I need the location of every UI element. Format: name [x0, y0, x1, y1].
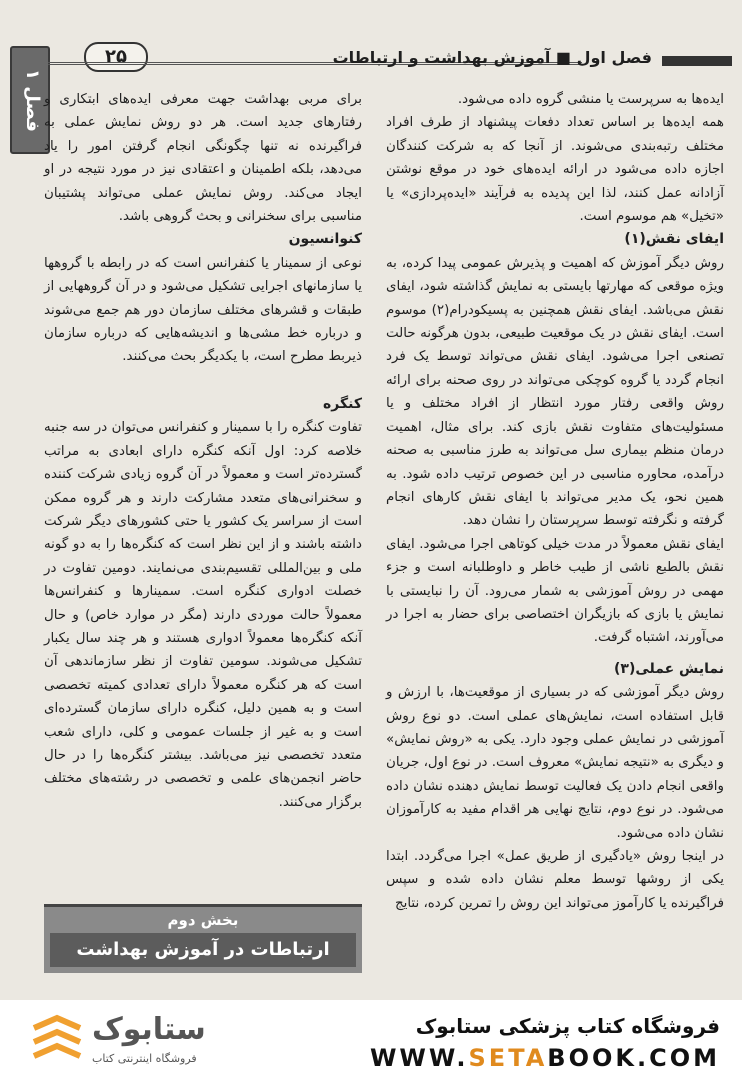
book-stack-icon [30, 1014, 84, 1068]
logo-text: ستابوک [92, 1012, 206, 1047]
paragraph: روش دیگر آموزش که اهمیت و پذیرش عمومی پیدا کرده، به ویژه موقعی که مهارتها بایستی به نمایش گذاشته شود، ایفای نقش می‌باشد. ایفای نقش همچنین به پسیکودرام(۲) موسوم است. ایفای نقش در یک موقعیت طبیعی، بدون هرگونه حالت تصنعی اجرا می‌شود. ایفای نقش می‌تواند توسط یک فرد انجام گردد یا گروه کوچکی می‌تواند در روی صحنه برای ارائه روش واقعی رفتار مورد انتظار از افراد مختلف و یا مسئولیت‌های متفاوت نقش بازی کند. برای مثال، اهمیت درمان منظم بیماری سل می‌تواند به طرز مناسبی به صحنه درآمده، محاوره مناسبی در این خصوص ترتیب داده شود. به همین نحو، یک مدیر می‌تواند با ایفای نقش کارهای انجام گرفته و نگرفته توسط سرپرستان را نشان دهد. [386, 255, 725, 529]
store-url-link[interactable] [370, 1044, 720, 1072]
url-suffix: BOOK.COM [547, 1044, 720, 1072]
url-highlight: SETA [468, 1044, 548, 1072]
header-title: فصل اول ■ آموزش بهداشت و ارتباطات [332, 48, 652, 67]
section-title: ارتباطات در آموزش بهداشت [50, 933, 356, 967]
section-heading-box [44, 904, 362, 973]
store-footer [0, 1000, 742, 1080]
paragraph: نوعی از سمینار یا کنفرانس است که در رابطه با گروهها یا سازمانهای اجرایی تشکیل می‌شود و در آن گروههایی از طبقات و قشرهای مختلف سازمان دور هم جمع می‌شوند و درباره خط مشی‌ها و اندیشه‌هایی که درباره سازمان ذیربط مطرح است، با یکدیگر بحث می‌کنند. [44, 255, 362, 365]
section-heading: کنگره [323, 395, 362, 412]
store-name: فروشگاه کتاب پزشکی ستابوک [415, 1014, 720, 1038]
paragraph: همه ایده‌ها بر اساس تعداد دفعات پیشنهاد از طرف افراد مختلف رتبه‌بندی می‌شوند. از آنجا که به شرکت کنندگان اجازه داده می‌شود در ارائه ایده‌های خود در موقع نوشتن آزادانه عمل کنند، لذا این پدیده به فرآیند «ایده‌پردازی» یا «تخیل» هم موسوم است. [386, 115, 724, 225]
left-column [44, 88, 362, 814]
paragraph: تفاوت کنگره را با سمینار و کنفرانس می‌توان در سه جنبه خلاصه کرد: اول آنکه کنگره دارای ابعادی به مراتب گسترده‌تر است و معمولاً در آن گروه زیادی شرکت کننده و سخنرانی‌های متعدد مشارکت دارند و هر گروه ممکن است از سراسر یک کشور یا حتی کشورهای دیگر شرکت داشته باشند و از این نظر است که کنگره‌ها را به دو گونه ملی و بین‌المللی تقسیم‌بندی می‌نمایند. دومین تفاوت در خصلت ادواری کنگره است. سمینارها و کنفرانس‌ها معمولاً حالت موردی دارند (مگر در موارد خاص) و حال آنکه کنگره‌ها معمولاً ادواری هستند و هر چند سال یکبار تشکیل می‌شوند. سومین تفاوت از نظر سازماندهی آن است که هر کنگره معمولاً دارای تعدادی کمیته تخصصی است و به همین دلیل، کنگره دارای سازمان گسترده‌ای است و به غیر از جلسات عمومی و کلی، دارای شعب متعدد تخصصی نیز می‌باشد. بیشتر کنگره‌ها را در حال حاضر انجمن‌های علمی و تخصصی در رشته‌های مختلف برگزار می‌کنند. [44, 420, 362, 810]
section-heading: کنوانسیون [288, 231, 362, 248]
spacer [44, 369, 362, 393]
paragraph: ایده‌ها به سرپرست یا منشی گروه داده می‌شود. [457, 92, 724, 107]
paragraph: در اینجا روش «یادگیری از طریق عمل» اجرا می‌گردد. ابتدا یکی از روشها توسط معلم نشان داده شده و سپس فراگیرنده یا کارآموز می‌تواند این روش را تمرین کرده، نتایج [386, 849, 724, 911]
section-heading: ایفای نقش(۱) [624, 231, 724, 248]
logo-subtitle: فروشگاه اینترنتی کتاب [92, 1052, 197, 1065]
paragraph: برای مربی بهداشت جهت معرفی ایده‌های ابتکاری و رفتارهای جدید است. هر دو روش نمایش عملی به فراگیرنده نه تنها چگونگی انجام گرفتن امور را یاد می‌دهد، بلکه اطمینان و اعتقادی نیز در مورد نتیجه در او ایجاد می‌کند. روش نمایش عملی می‌تواند پشتیبان مناسبی برای سخنرانی و بحث گروهی باشد. [44, 92, 362, 225]
url-prefix: WWW. [369, 1044, 469, 1072]
paragraph: ایفای نقش معمولاً در مدت خیلی کوتاهی اجرا می‌شود. ایفای نقش بالطبع ناشی از طیب خاطر و داوطلبانه است و جزء مهمی در روش آموزشی به شمار می‌رود. آن را نبایستی با نمایش یا بازی که بازیگران اختصاصی برای حضار به اجرا در می‌آورند، اشتباه گرفت. [386, 536, 724, 646]
spacer [386, 650, 724, 658]
right-column [386, 88, 724, 915]
paragraph: روش دیگر آموزشی که در بسیاری از موقعیت‌ها، با ارزش و قابل استفاده است، نمایش‌های عملی است. دو نوع روش آموزشی در نمایش عملی وجود دارد. یکی به «روش نمایش» و دیگری به «نتیجه نمایش» معروف است. در نوع اول، جریان واقعی انجام دادن یک فعالیت توسط نمایش دهنده نشان داده می‌شود. در نوع دوم، نتایج نهایی هر اقدام مفید به کارآموزان نشان داده می‌شود. [386, 685, 724, 841]
store-logo[interactable] [30, 1012, 280, 1072]
section-heading: نمایش عملی(۳) [614, 660, 724, 677]
section-label: بخش دوم [167, 911, 239, 929]
header-bar [662, 56, 732, 66]
chapter-tab: فصل ۱ [10, 46, 50, 154]
page-number: ۲۵ [84, 42, 148, 72]
